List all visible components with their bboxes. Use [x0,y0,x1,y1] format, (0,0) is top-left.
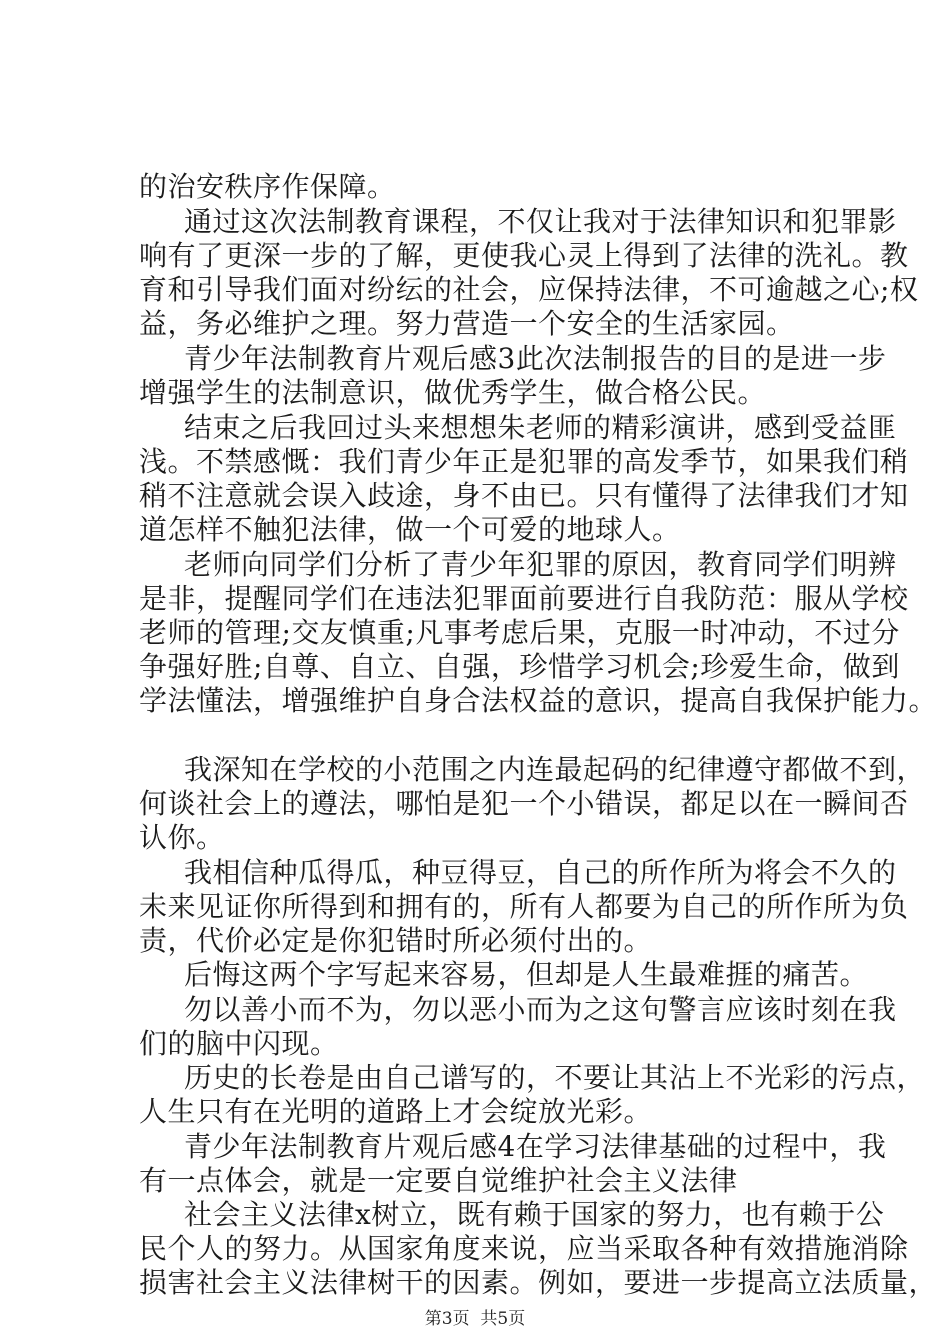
text-line: 争强好胜;自尊、自立、自强，珍惜学习机会;珍爱生命，做到 [139,650,900,683]
text-line: 老师向同学们分析了青少年犯罪的原因，教育同学们明辨 [184,548,897,581]
text-line: 老师的管理;交友慎重;凡事考虑后果，克服一时冲动，不过分 [139,616,900,649]
text-line: 学法懂法，增强维护自身合法权益的意识，提高自我保护能力。 [139,684,938,717]
text-line: 民个人的努力。从国家角度来说，应当采取各种有效措施消除 [139,1232,909,1265]
text-line: 增强学生的法制意识，做优秀学生，做合格公民。 [139,376,767,409]
text-line: 青少年法制教育片观后感3此次法制报告的目的是进一步 [184,342,887,375]
text-line: 社会主义法律x树立，既有赖于国家的努力，也有赖于公 [184,1198,885,1231]
text-line: 的治安秩序作保障。 [139,170,396,203]
text-line: 后悔这两个字写起来容易，但却是人生最难捱的痛苦。 [184,958,869,991]
text-line: 是非，提醒同学们在违法犯罪面前要进行自我防范：服从学校 [139,582,909,615]
text-line: 响有了更深一步的了解，更使我心灵上得到了法律的洗礼。教 [139,239,909,272]
text-line: 青少年法制教育片观后感4在学习法律基础的过程中，我 [184,1130,887,1163]
text-line: 们的脑中闪现。 [139,1027,339,1060]
text-line: 未来见证你所得到和拥有的，所有人都要为自己的所作所为负 [139,890,909,923]
text-line: 何谈社会上的遵法，哪怕是犯一个小错误，都足以在一瞬间否 [139,787,909,820]
text-line: 责，代价必定是你犯错时所必须付出的。 [139,924,653,957]
text-line: 育和引导我们面对纷纭的社会，应保持法律，不可逾越之心;权 [139,273,919,306]
text-line: 道怎样不触犯法律，做一个可爱的地球人。 [139,513,681,546]
text-line: 结束之后我回过头来想想朱老师的精彩演讲，感到受益匪 [184,411,897,444]
text-line: 损害社会主义法律树干的因素。例如，要进一步提高立法质量， [139,1266,938,1299]
text-line: 我相信种瓜得瓜，种豆得豆，自己的所作所为将会不久的 [184,856,897,889]
text-line: 浅。不禁感慨：我们青少年正是犯罪的高发季节，如果我们稍 [139,445,909,478]
page-footer: 第3页 共5页 [424,1309,526,1329]
text-line: 勿以善小而不为，勿以恶小而为之这句警言应该时刻在我 [184,993,897,1026]
text-line: 稍不注意就会误入歧途，身不由已。只有懂得了法律我们才知 [139,479,909,512]
text-line: 人生只有在光明的道路上才会绽放光彩。 [139,1095,653,1128]
text-line: 历史的长卷是由自己谱写的，不要让其沾上不光彩的污点， [184,1061,926,1094]
text-line: 通过这次法制教育课程，不仅让我对于法律知识和犯罪影 [184,205,897,238]
text-line: 益，务必维护之理。努力营造一个安全的生活家园。 [139,307,795,340]
text-line: 认你。 [139,821,225,854]
text-line: 有一点体会，就是一定要自觉维护社会主义法律 [139,1164,738,1197]
text-line: 我深知在学校的小范围之内连最起码的纪律遵守都做不到， [184,753,926,786]
